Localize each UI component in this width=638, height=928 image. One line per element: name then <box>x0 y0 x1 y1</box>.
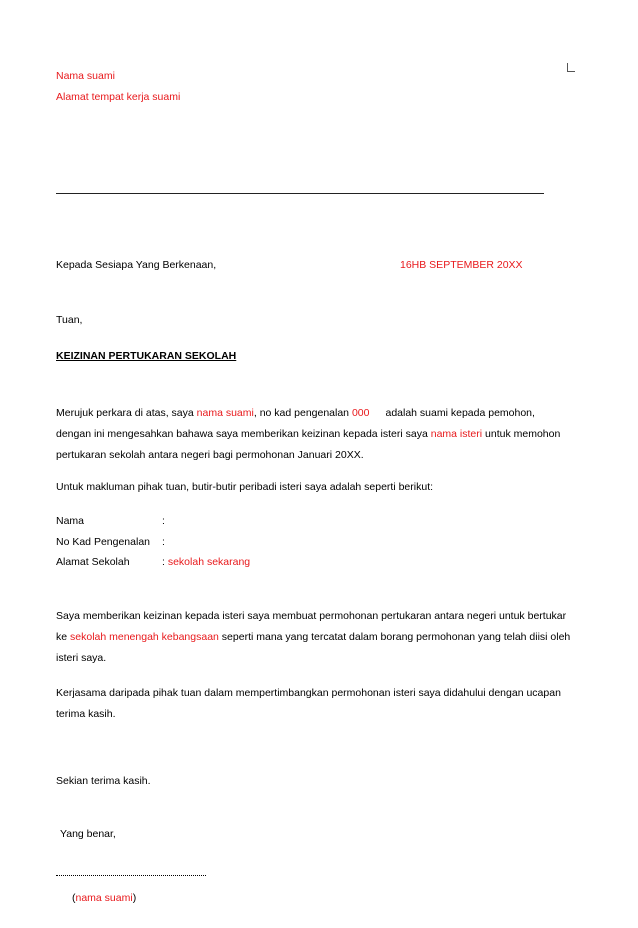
detail-sep-school: : <box>162 556 165 568</box>
text: , no kad pengenalan <box>253 407 352 419</box>
current-school: sekolah sekarang <box>164 556 251 568</box>
detail-sep-name: : <box>162 515 165 527</box>
detail-school-row <box>162 556 250 568</box>
corner-mark <box>567 63 575 72</box>
paragraph-3-line-1: Saya memberikan keizinan kepada isteri saya membuat permohonan pertukaran antara negeri untuk bertukar <box>56 610 567 622</box>
text: adalah suami kepada pemohon, <box>385 407 535 419</box>
signature-name <box>72 892 136 904</box>
text: seperti mana yang tercatat dalam borang permohonan yang telah diisi oleh <box>218 631 571 643</box>
paragraph-3-line-3: isteri saya. <box>56 652 107 664</box>
closing-regards: Yang benar, <box>60 828 116 840</box>
paragraph-1-line-1 <box>56 403 560 424</box>
paragraph-4 <box>56 683 561 725</box>
paragraph-4-line-2: terima kasih. <box>56 708 116 720</box>
wife-name-inline: nama isteri <box>430 428 483 440</box>
target-school: sekolah menengah kebangsaan <box>70 631 219 643</box>
text: ( <box>72 892 76 904</box>
closing-thanks: Sekian terima kasih. <box>56 775 151 787</box>
detail-label-ic: No Kad Pengenalan <box>56 536 150 548</box>
paragraph-1 <box>56 403 560 466</box>
husband-name-inline: nama suami <box>196 407 254 419</box>
paragraph-3 <box>56 606 570 669</box>
paragraph-1-line-3: pertukaran sekolah antara negeri bagi permohonan Januari 20XX. <box>56 449 364 461</box>
header-rule <box>56 193 544 194</box>
salutation-to: Kepada Sesiapa Yang Berkenaan, <box>56 259 217 271</box>
detail-label-name: Nama <box>56 515 85 527</box>
greeting: Tuan, <box>56 314 83 326</box>
ic-number: 000 <box>351 407 370 419</box>
sender-address: Alamat tempat kerja suami <box>56 91 181 103</box>
letter-date: 16HB SEPTEMBER 20XX <box>400 259 523 271</box>
text: untuk memohon <box>482 428 561 440</box>
signature-husband-name: nama suami <box>75 892 133 904</box>
paragraph-4-line-1: Kerjasama daripada pihak tuan dalam mempertimbangkan permohonan isteri saya didahului dengan ucapan <box>56 687 561 699</box>
signature-line <box>56 875 206 876</box>
detail-sep-ic: : <box>162 536 165 548</box>
text: ke <box>56 631 71 643</box>
detail-label-school: Alamat Sekolah <box>56 556 130 568</box>
paragraph-1-line-2 <box>56 424 560 445</box>
text: ) <box>132 892 137 904</box>
subject-heading: KEIZINAN PERTUKARAN SEKOLAH <box>56 350 237 362</box>
text: dengan ini mengesahkan bahawa saya memberikan keizinan kepada isteri saya <box>56 428 431 440</box>
paragraph-3-line-2 <box>56 627 570 648</box>
sender-name: Nama suami <box>56 70 115 82</box>
paragraph-2: Untuk makluman pihak tuan, butir-butir peribadi isteri saya adalah seperti berikut: <box>56 481 434 493</box>
text: Merujuk perkara di atas, saya <box>56 407 197 419</box>
